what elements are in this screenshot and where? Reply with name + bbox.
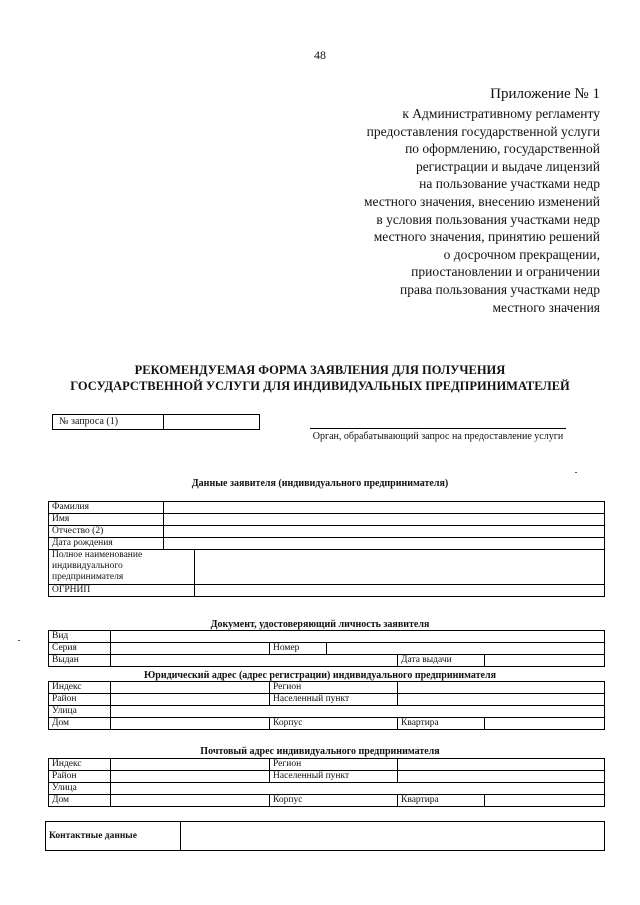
request-number-label: № запроса (1) — [53, 415, 164, 429]
form-title — [0, 362, 640, 394]
postal-address-table — [48, 758, 605, 807]
postal-house-label: Дом — [49, 795, 111, 807]
name-label: Имя — [49, 514, 164, 526]
ogrnip-label: ОГРНИП — [49, 585, 195, 597]
legal-settlement-field[interactable] — [398, 694, 605, 706]
request-number-box — [52, 414, 260, 430]
postal-region-field[interactable] — [398, 759, 605, 771]
appendix-title: Приложение № 1 — [490, 86, 600, 102]
doc-issue-date-label: Дата выдачи — [398, 655, 485, 667]
doc-type-field[interactable] — [111, 631, 605, 643]
appendix-line: местного значения, внесению изменений — [363, 193, 600, 209]
legal-building-label: Корпус — [270, 718, 398, 730]
legal-house-field[interactable] — [111, 718, 270, 730]
postal-street-label: Улица — [49, 783, 111, 795]
postal-building-label: Корпус — [270, 795, 398, 807]
appendix-block — [240, 84, 600, 316]
scan-speck — [575, 472, 577, 473]
appendix-line: к Административному регламенту — [402, 106, 600, 121]
contacts-table — [45, 821, 605, 851]
postal-district-field[interactable] — [111, 771, 270, 783]
appendix-line: права пользования участками недр — [399, 281, 600, 297]
appendix-line: регистрации и выдаче лицензий — [415, 158, 600, 174]
legal-district-label: Район — [49, 694, 111, 706]
birth-date-label: Дата рождения — [49, 538, 164, 550]
doc-series-field[interactable] — [111, 643, 270, 655]
doc-issue-date-field[interactable] — [485, 655, 605, 667]
page-number: 48 — [314, 48, 326, 62]
doc-series-label: Серия — [49, 643, 111, 655]
contacts-label: Контактные данные — [46, 822, 181, 851]
appendix-line: предоставления государственной услуги — [366, 123, 600, 139]
legal-index-label: Индекс — [49, 682, 111, 694]
id-doc-table — [48, 630, 605, 667]
id-doc-heading: Документ, удостоверяющий личность заявителя — [210, 619, 430, 630]
postal-region-label: Регион — [270, 759, 398, 771]
postal-settlement-field[interactable] — [398, 771, 605, 783]
appendix-line: местного значения — [492, 299, 600, 315]
legal-settlement-label: Населенный пункт — [270, 694, 398, 706]
doc-number-label: Номер — [270, 643, 327, 655]
organ-field[interactable] — [310, 428, 566, 429]
postal-house-field[interactable] — [111, 795, 270, 807]
postal-apartment-field[interactable] — [485, 795, 605, 807]
ogrnip-field[interactable] — [195, 585, 605, 597]
patronymic-label: Отчество (2) — [49, 526, 164, 538]
form-title-line: ГОСУДАРСТВЕННОЙ УСЛУГИ ДЛЯ ИНДИВИДУАЛЬНЫХ ПРЕДПРИНИМАТЕЛЕЙ — [70, 379, 570, 393]
surname-field[interactable] — [164, 502, 605, 514]
doc-type-label: Вид — [49, 631, 111, 643]
applicant-table — [48, 501, 605, 597]
legal-region-label: Регион — [270, 682, 398, 694]
birth-date-field[interactable] — [164, 538, 605, 550]
postal-apartment-label: Квартира — [398, 795, 485, 807]
contacts-field[interactable] — [181, 822, 605, 851]
postal-index-label: Индекс — [49, 759, 111, 771]
appendix-line: приостановлении и ограничении — [411, 264, 600, 280]
legal-street-label: Улица — [49, 706, 111, 718]
organ-label: Орган, обрабатывающий запрос на предоставление услуги — [312, 431, 564, 442]
postal-district-label: Район — [49, 771, 111, 783]
legal-apartment-label: Квартира — [398, 718, 485, 730]
legal-apartment-field[interactable] — [485, 718, 605, 730]
legal-house-label: Дом — [49, 718, 111, 730]
legal-region-field[interactable] — [398, 682, 605, 694]
appendix-line: по оформлению, государственной — [405, 141, 600, 157]
legal-address-heading: Юридический адрес (адрес регистрации) индивидуального предпринимателя — [144, 670, 496, 681]
patronymic-field[interactable] — [164, 526, 605, 538]
full-name-label: Полное наименование индивидуального предпринимателя — [49, 550, 195, 585]
scan-speck — [18, 640, 20, 641]
appendix-line: местного значения, принятию решений — [373, 229, 600, 245]
applicant-heading: Данные заявителя (индивидуального предпринимателя) — [191, 478, 449, 489]
appendix-line: о досрочном прекращении, — [443, 246, 600, 262]
name-field[interactable] — [164, 514, 605, 526]
doc-issued-label: Выдан — [49, 655, 111, 667]
form-title-line: РЕКОМЕНДУЕМАЯ ФОРМА ЗАЯВЛЕНИЯ ДЛЯ ПОЛУЧЕНИЯ — [134, 363, 506, 377]
appendix-line: в условия пользования участками недр — [376, 211, 600, 227]
postal-index-field[interactable] — [111, 759, 270, 771]
postal-street-field[interactable] — [111, 783, 605, 795]
legal-street-field[interactable] — [111, 706, 605, 718]
surname-label: Фамилия — [49, 502, 164, 514]
legal-index-field[interactable] — [111, 682, 270, 694]
legal-district-field[interactable] — [111, 694, 270, 706]
postal-settlement-label: Населенный пункт — [270, 771, 398, 783]
doc-number-field[interactable] — [327, 643, 605, 655]
doc-issued-field[interactable] — [111, 655, 398, 667]
legal-address-table — [48, 681, 605, 730]
postal-address-heading: Почтовый адрес индивидуального предпринимателя — [200, 746, 440, 757]
appendix-line: на пользование участками недр — [419, 176, 600, 192]
full-name-field[interactable] — [195, 550, 605, 585]
